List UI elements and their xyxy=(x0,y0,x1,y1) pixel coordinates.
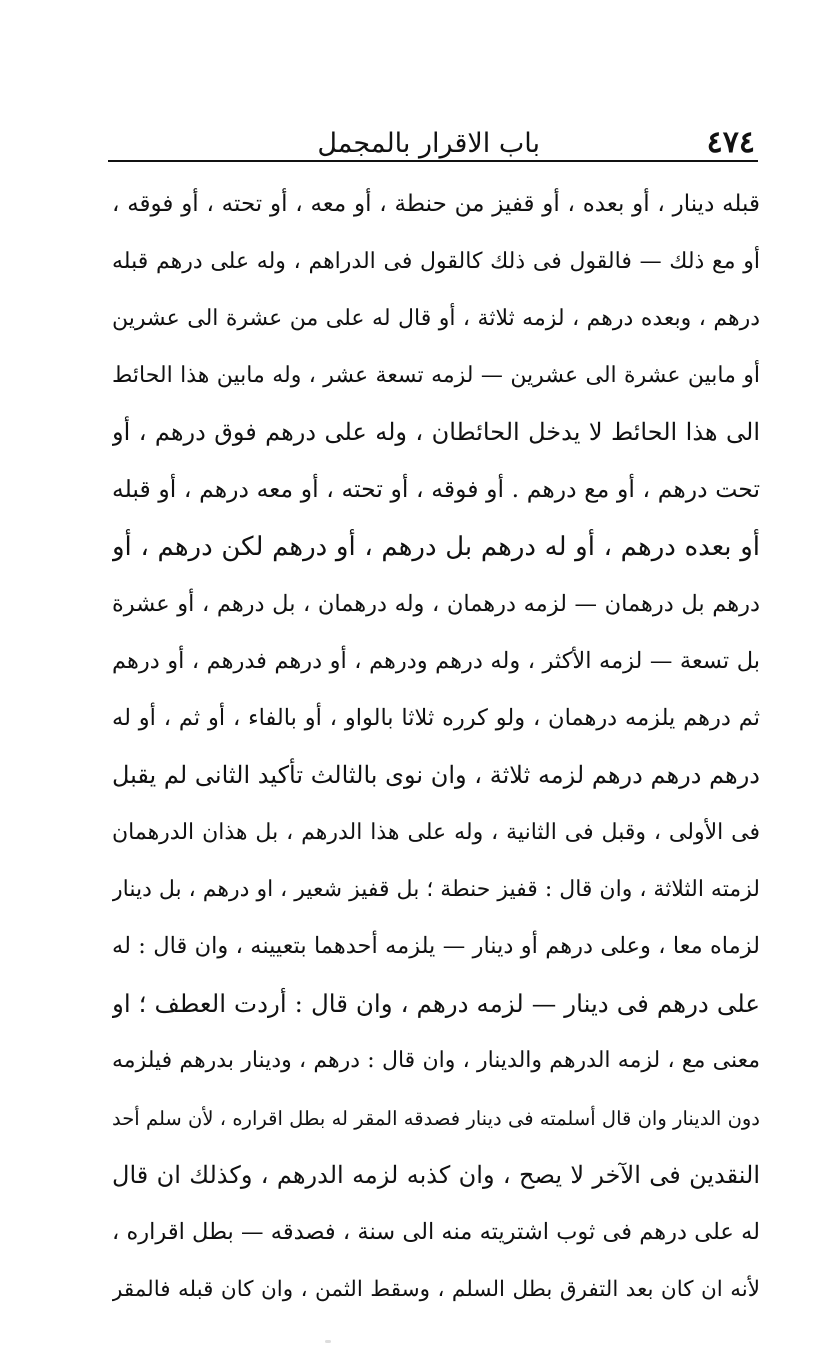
text-line: أو مابين عشرة الى عشرين — لزمه تسعة عشر ، وله مابين هذا الحائط xyxy=(112,363,760,389)
text-line: دون الدينار وان قال أسلمته فى دينار فصدقه المقر له بطل اقراره ، لأن سلم أحد xyxy=(112,1106,760,1130)
text-line: لزماه معا ، وعلى درهم أو دينار — يلزمه أحدهما بتعيينه ، وان قال : له xyxy=(112,933,760,960)
text-line: معنى مع ، لزمه الدرهم والدينار ، وان قال : درهم ، ودينار بدرهم فيلزمه xyxy=(112,1048,760,1074)
scan-speck xyxy=(325,1340,331,1343)
text-line: درهم ، وبعده درهم ، لزمه ثلاثة ، أو قال له على من عشرة الى عشرين xyxy=(112,306,760,332)
running-title: باب الاقرار بالمجمل xyxy=(317,128,540,159)
text-line: قبله دينار ، أو بعده ، أو قفيز من حنطة ، أو معه ، أو تحته ، أو فوقه ، xyxy=(112,191,760,217)
header-rule xyxy=(108,160,758,162)
text-line: درهم بل درهمان — لزمه درهمان ، وله درهمان ، بل درهم ، أو عشرة xyxy=(112,590,760,617)
text-line: على درهم فى دينار — لزمه درهم ، وان قال : أردت العطف ؛ او xyxy=(112,989,760,1019)
text-line: بل تسعة — لزمه الأكثر ، وله درهم ودرهم ، أو درهم فدرهم ، أو درهم xyxy=(112,647,760,674)
text-line: الى هذا الحائط لا يدخل الحائطان ، وله على درهم فوق درهم ، أو xyxy=(112,418,760,447)
text-line: درهم درهم درهم لزمه ثلاثة ، وان نوى بالثالث تأكيد الثانى لم يقبل xyxy=(112,760,760,789)
text-line: ثم درهم يلزمه درهمان ، ولو كرره ثلاثا بالواو ، أو بالفاء ، أو ثم ، أو له xyxy=(112,704,760,731)
text-line: أو مع ذلك — فالقول فى ذلك كالقول فى الدراهم ، وله على درهم قبله xyxy=(112,249,760,275)
text-line: أو بعده درهم ، أو له درهم بل درهم ، أو درهم لكن درهم ، أو xyxy=(112,531,760,562)
page-header xyxy=(110,118,755,162)
text-line: فى الأولى ، وقبل فى الثانية ، وله على هذا الدرهم ، بل هذان الدرهمان xyxy=(112,820,760,846)
body-text xyxy=(112,176,760,1318)
text-line: له على درهم فى ثوب اشتريته منه الى سنة ، فصدقه — بطل اقراره ، xyxy=(112,1218,760,1245)
page-number: ٤٧٤ xyxy=(706,125,755,160)
text-line: لأنه ان كان بعد التفرق بطل السلم ، وسقط الثمن ، وان كان قبله فالمقر xyxy=(112,1276,760,1302)
text-line: النقدين فى الآخر لا يصح ، وان كذبه لزمه الدرهم ، وكذلك ان قال xyxy=(112,1160,760,1189)
text-line: تحت درهم ، أو مع درهم . أو فوقه ، أو تحته ، أو معه درهم ، أو قبله xyxy=(112,475,760,504)
text-line: لزمته الثلاثة ، وان قال : قفيز حنطة ؛ بل قفيز شعير ، او درهم ، بل دينار xyxy=(112,877,760,903)
